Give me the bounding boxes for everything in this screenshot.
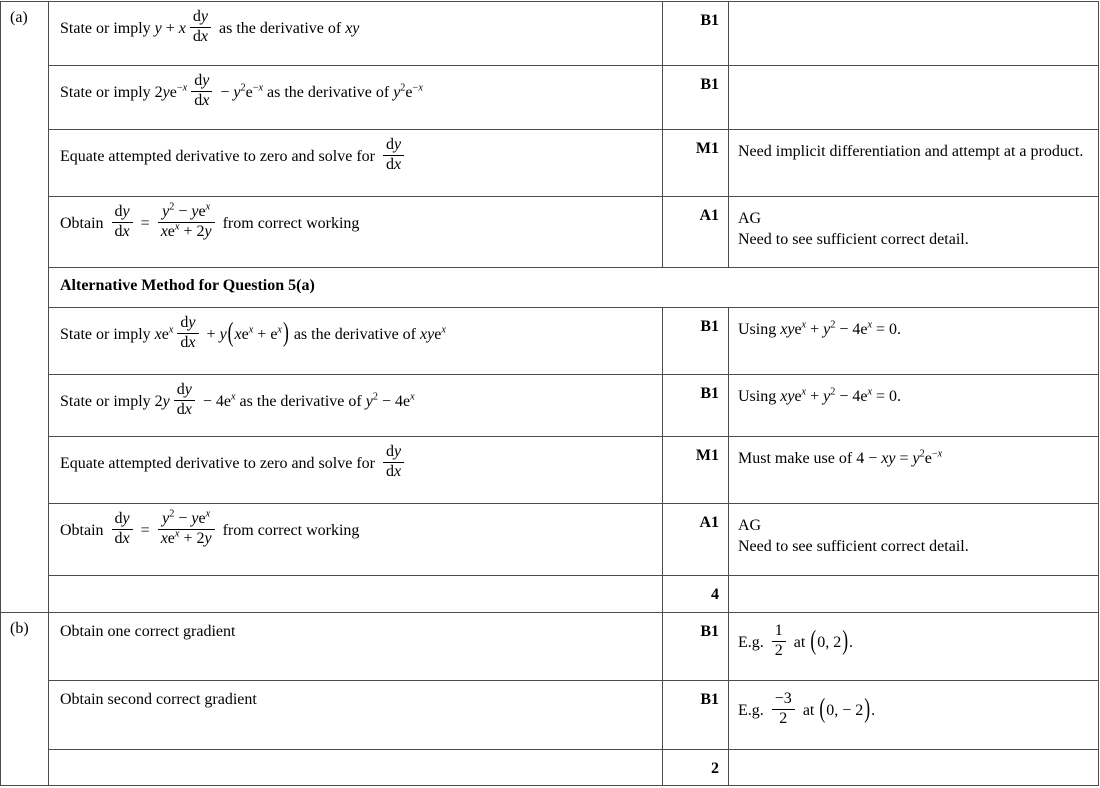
part-label: (a) [1,2,49,613]
math-paren-group: $(xe^x + e^x)$ [227,315,289,347]
math-var: x [248,324,254,336]
total-marks-cell: 4 [663,576,729,613]
math-superscript: 2 [919,448,925,460]
math-var: y [912,450,920,467]
math-var: y [200,8,209,25]
math-var: x [234,325,242,343]
mark-cell: B1 [663,2,729,66]
math-var: x [393,155,402,173]
guidance-cell [729,613,1099,681]
mark-cell: M1 [663,130,729,197]
math-superscript [206,202,211,213]
math-var: y [219,325,227,343]
answer-cell: State or imply $2ye^{-x}$ $\frac{dy}{dx}$ − $y^2e^{-x}$ as the derivative of $y^2e^{-x}$ [49,66,663,130]
math-var: x [174,528,180,540]
math-fraction: $\frac{y^2 - ye^x}{xe^x + 2y}$ [158,204,215,241]
table-row [1,308,1099,375]
guidance-cell [729,2,1099,66]
guidance-line: Using $xye^x + y^2 - 4e^x = 0$. [738,386,902,405]
guidance-cell [729,66,1099,130]
mark-cell: B1 [663,681,729,750]
guidance-cell [729,504,1099,576]
guidance-line: E.g. $\frac{-3}{2}$ at (0, − 2). [738,690,876,727]
guidance-line: Must make use of 4 − xy = $y^2e^{-x}$ [738,448,943,467]
math-var: x [258,82,264,94]
math-superscript [867,320,872,331]
mark-scheme-rows [1,2,1099,786]
math-var: x [441,324,446,336]
math-fraction: $\frac{dy}{dx}$ [112,204,133,241]
mark-cell: B1 [663,613,729,681]
math-var: y [154,19,162,37]
guidance-line: AG [738,517,762,534]
guidance-cell [729,375,1099,437]
math-var: x [160,222,168,240]
math-var: y [191,203,199,220]
math-var: x [205,201,211,213]
guidance-line: E.g. $\frac{1}{2}$ at (0, 2). [738,622,854,659]
guidance-line: AG [738,210,762,227]
table-row [1,197,1099,268]
math-var: x [867,319,873,331]
guidance-line: Using $xye^x + y^2 - 4e^x = 0$. [738,319,902,338]
math-var: x [154,325,162,343]
math-var: x [168,324,174,336]
guidance-cell [729,576,1099,613]
math-var: y [122,510,130,527]
math-var: x [178,19,186,37]
math-superscript [175,221,180,232]
answer-cell: Obtain $\frac{dy}{dx}$ = $\frac{y^2 - ye^x}{xe^x + 2y}$ from correct working [49,197,663,268]
answer-cell: Equate attempted derivative to zero and solve for $\frac{dy}{dx}$ [49,130,663,197]
mark-cell: M1 [663,437,729,504]
answer-cell [49,750,663,786]
math-fraction: $\frac{y^2 - ye^x}{xe^x + 2y}$ [158,511,215,548]
math-superscript: 2 [169,508,175,520]
math-var: x [182,82,188,94]
math-var: x [160,529,168,547]
math-var: y [191,510,199,527]
guidance-line: Need to see sufficient correct detail. [738,537,969,555]
math-var: y [233,83,241,101]
table-row [1,504,1099,576]
math-fraction: $\frac{1}{2}$ [772,623,786,660]
math-fraction: $\frac{dy}{dx}$ [383,444,404,481]
math-var: x [418,82,423,94]
guidance-cell [729,130,1099,197]
math-fraction: $\frac{dy}{dx}$ [383,137,404,174]
guidance-cell [729,197,1099,268]
mark-cell: A1 [663,504,729,576]
math-superscript [410,392,415,403]
math-var: y [184,381,192,398]
math-superscript: 2 [240,82,246,94]
math-var: x [122,222,130,240]
math-superscript: 2 [830,386,836,398]
math-var: x [184,400,192,418]
table-row [1,268,1099,308]
math-superscript [802,320,807,331]
math-var: y [162,392,170,410]
math-superscript [441,325,446,336]
math-var: x [188,333,196,351]
mark-cell: A1 [663,197,729,268]
math-superscript: 2 [169,201,175,213]
math-var: x [231,391,236,403]
math-fraction: $\frac{dy}{dx}$ [190,9,211,46]
math-var: y [365,392,373,410]
math-superscript: −x [412,82,423,94]
math-var: x [801,319,807,331]
math-superscript [249,325,254,336]
math-superscript [802,387,807,398]
mark-scheme-table [0,1,1099,786]
math-superscript [867,387,872,398]
math-var: x [393,462,402,480]
math-var: x [937,448,943,460]
math-superscript: −x [176,82,188,94]
mark-cell: B1 [663,308,729,375]
math-var: x [277,324,282,336]
math-var: y [188,314,196,331]
math-fraction: $\frac{dy}{dx}$ [112,511,133,548]
table-row [1,613,1099,681]
math-var: x [205,508,211,520]
math-fraction: $\frac{dy}{dx}$ [174,382,195,419]
math-var: x [867,386,873,398]
math-var: y [823,321,831,338]
math-var: xy [420,325,435,343]
math-superscript [175,528,180,539]
math-var: x [122,529,130,547]
math-superscript [206,509,211,520]
math-var: y [393,83,401,101]
alt-method-header: Alternative Method for Question 5(a) [49,268,1099,308]
math-superscript: −x [252,82,264,94]
math-var: y [393,136,402,153]
mark-cell: B1 [663,66,729,130]
math-var: y [162,203,170,220]
math-var: y [162,510,170,527]
math-superscript: 2 [830,319,836,331]
math-var: x [202,91,210,109]
guidance-cell [729,437,1099,504]
answer-cell: Obtain one correct gradient [49,613,663,681]
guidance-line: Need to see sufficient correct detail. [738,230,969,248]
table-row [1,2,1099,66]
total-marks-cell: 2 [663,750,729,786]
math-superscript: 2 [372,391,378,403]
math-var: y [204,222,212,240]
math-var: x [200,27,209,45]
math-superscript: −x [931,448,943,460]
guidance-cell [729,750,1099,786]
table-row [1,750,1099,786]
math-superscript: 2 [400,82,406,94]
math-var: y [162,83,170,101]
answer-cell [49,576,663,613]
math-paren-group: (0, 2) [810,624,849,656]
math-var: x [174,221,180,233]
answer-cell: Obtain second correct gradient [49,681,663,750]
math-var: y [823,388,831,405]
table-row [1,576,1099,613]
answer-cell: Obtain $\frac{dy}{dx}$ = $\frac{y^2 - ye^x}{xe^x + 2y}$ from correct working [49,504,663,576]
guidance-cell [729,681,1099,750]
answer-cell: State or imply $xe^x$ $\frac{dy}{dx}$ + $y(xe^x + e^x)$ as the derivative of xye$^x$ [49,308,663,375]
table-row [1,66,1099,130]
math-fraction: $\frac{dy}{dx}$ [191,73,212,110]
guidance-cell [729,308,1099,375]
math-paren-group: (0, − 2) [819,692,871,724]
math-var: xy [345,19,360,37]
math-superscript [169,325,174,336]
math-var: xy [881,450,896,467]
math-var: y [204,529,212,547]
math-fraction: $\frac{-3}{2}$ [772,691,795,728]
table-row [1,437,1099,504]
math-var: xy [780,388,795,405]
table-row [1,375,1099,437]
math-superscript [231,392,236,403]
math-fraction: $\frac{dy}{dx}$ [177,315,198,352]
part-label: (b) [1,613,49,786]
answer-cell: State or imply y + x $\frac{dy}{dx}$ as the derivative of xy [49,2,663,66]
guidance-line: Need implicit differentiation and attempt at a product. [738,143,1084,160]
math-var: x [801,386,807,398]
table-row [1,681,1099,750]
math-var: xy [780,321,795,338]
math-var: y [122,203,130,220]
mark-cell: B1 [663,375,729,437]
answer-cell: Equate attempted derivative to zero and solve for $\frac{dy}{dx}$ [49,437,663,504]
math-var: y [393,443,402,460]
table-row [1,130,1099,197]
math-var: x [410,391,415,403]
math-var: y [202,72,210,89]
answer-cell: State or imply 2y $\frac{dy}{dx}$ − $4e^x$ as the derivative of $y^2 - 4e^x$ [49,375,663,437]
